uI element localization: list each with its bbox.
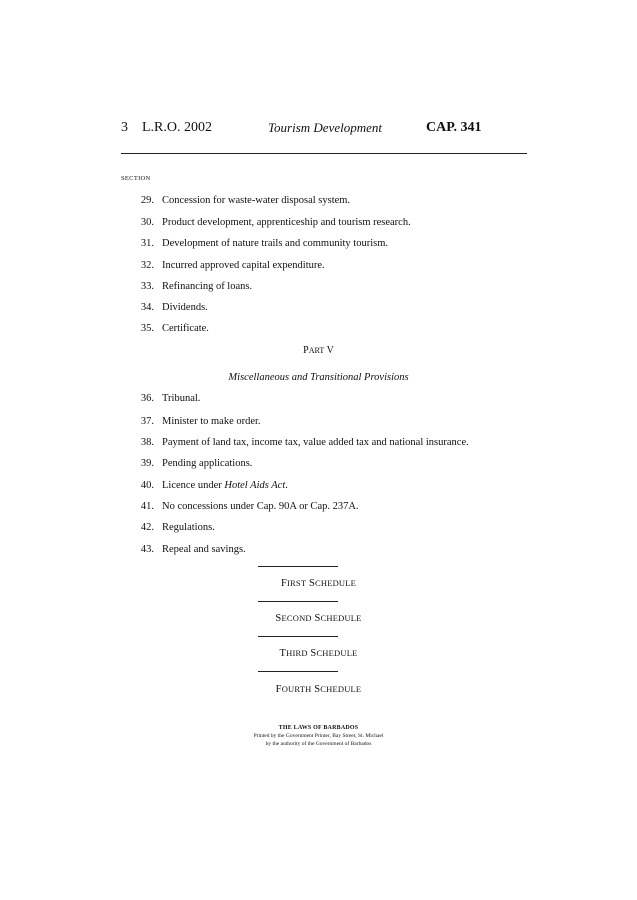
- schedule-word-initial: S: [310, 648, 317, 659]
- schedule-ordinal: HIRD: [286, 648, 308, 658]
- footer-printer: Printed by the Government Printer, Bay Street, St. Michael: [253, 733, 384, 739]
- section-number: 43.: [140, 544, 154, 555]
- section-title: Incurred approved capital expenditure.: [162, 260, 325, 271]
- section-number: 31.: [140, 238, 154, 249]
- section-title: Repeal and savings.: [162, 544, 246, 555]
- schedule-word-initial: S: [308, 578, 315, 589]
- part-heading-rest: ART: [308, 346, 325, 355]
- schedule-divider: [258, 566, 338, 567]
- schedule-divider: [258, 671, 338, 672]
- schedule-ordinal: OURTH: [281, 684, 312, 694]
- edition-label: L.R.O. 2002: [142, 120, 212, 135]
- section-title: Concession for waste-water disposal system.: [162, 195, 351, 206]
- section-number: 42.: [140, 522, 154, 533]
- schedule-initial: T: [279, 648, 287, 659]
- section-number: 36.: [140, 393, 154, 404]
- part-number: V: [326, 345, 334, 356]
- section-title: Dividends.: [162, 302, 208, 313]
- schedule-word-initial: S: [314, 684, 321, 695]
- schedule-word: CHEDULE: [320, 684, 362, 694]
- act-reference: Hotel Aids Act: [224, 480, 286, 491]
- schedule-heading: [0, 578, 637, 589]
- footer-authority: by the authority of the Government of Barbados: [265, 741, 372, 747]
- schedule-word: CHEDULE: [314, 578, 357, 588]
- section-title: Minister to make order.: [162, 416, 261, 427]
- section-title: Pending applications.: [162, 458, 253, 469]
- schedule-initial: S: [275, 613, 282, 624]
- part-heading-initial: P: [303, 345, 309, 356]
- section-title: Regulations.: [162, 522, 215, 533]
- footer-title: THE LAWS OF BARBADOS: [278, 725, 359, 731]
- schedule-initial: F: [275, 684, 282, 695]
- section-number: 35.: [140, 323, 154, 334]
- section-title: [162, 478, 288, 494]
- schedule-word: CHEDULE: [316, 648, 358, 658]
- part-subtitle: Miscellaneous and Transitional Provisions: [228, 372, 409, 383]
- part-heading: [0, 345, 637, 356]
- section-title: Refinancing of loans.: [162, 281, 253, 292]
- schedule-ordinal: ECOND: [281, 613, 312, 623]
- section-number: 34.: [140, 302, 154, 313]
- schedule-word-initial: S: [314, 613, 321, 624]
- section-column-label: SECTION: [121, 175, 151, 182]
- section-number: 32.: [140, 260, 154, 271]
- schedule-divider: [258, 636, 338, 637]
- section-title: Payment of land tax, income tax, value added tax and national insurance.: [162, 437, 469, 448]
- section-number: 33.: [140, 281, 154, 292]
- section-number: 39.: [140, 458, 154, 469]
- section-title-text: Licence under: [162, 480, 222, 491]
- section-title: Development of nature trails and community tourism.: [162, 238, 388, 249]
- section-title: Tribunal.: [162, 393, 201, 404]
- header-rule: [121, 153, 527, 154]
- schedule-initial: F: [280, 578, 287, 589]
- section-number: 40.: [140, 480, 154, 491]
- schedule-divider: [258, 601, 338, 602]
- page-number: 3: [121, 120, 128, 135]
- chapter-number: CAP. 341: [426, 120, 482, 135]
- section-title-end: .: [285, 480, 288, 491]
- section-number: 41.: [140, 501, 154, 512]
- section-title: Product development, apprenticeship and tourism research.: [162, 217, 411, 228]
- schedule-word: CHEDULE: [320, 613, 362, 623]
- schedule-heading: [0, 648, 637, 659]
- section-number: 30.: [140, 217, 154, 228]
- schedule-heading: [0, 613, 637, 624]
- section-title: No concessions under Cap. 90A or Cap. 237A.: [162, 501, 359, 512]
- section-number: 38.: [140, 437, 154, 448]
- section-title: Certificate.: [162, 323, 209, 334]
- section-number: 37.: [140, 416, 154, 427]
- schedule-heading: [0, 684, 637, 695]
- act-title: Tourism Development: [268, 120, 382, 135]
- section-number: 29.: [140, 195, 154, 206]
- schedule-ordinal: IRST: [287, 578, 307, 588]
